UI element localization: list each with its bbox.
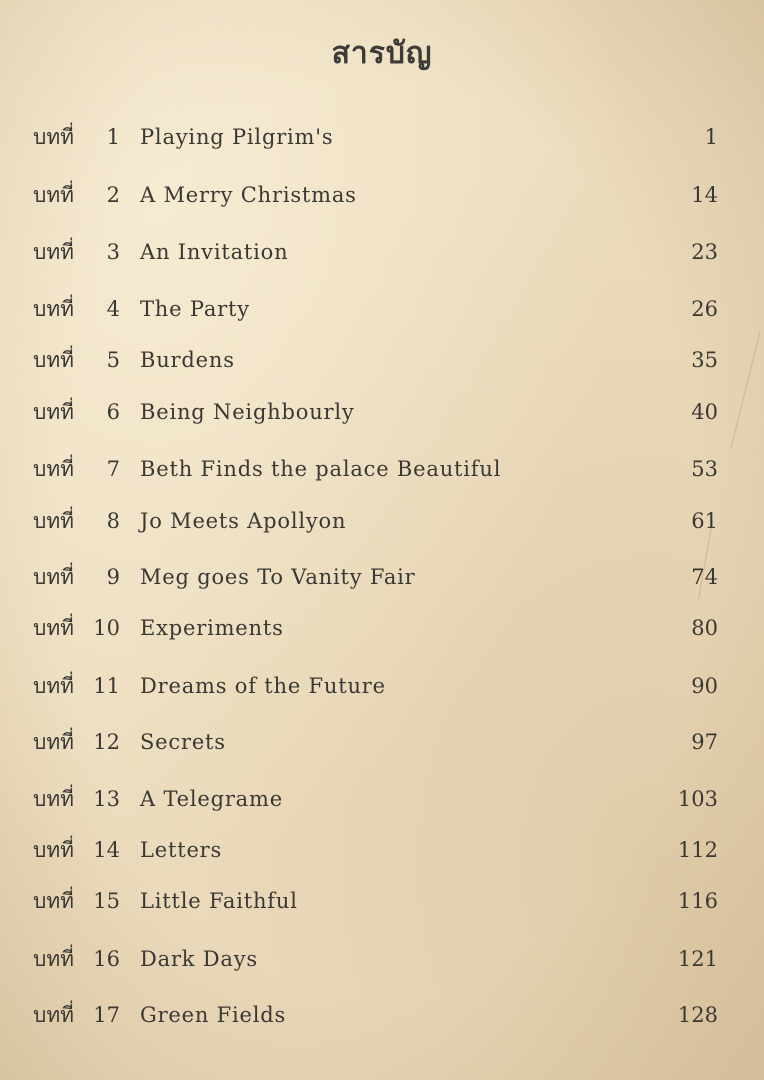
chapter-number: 10 <box>93 616 120 640</box>
toc-row[interactable] <box>0 995 764 1035</box>
toc-row[interactable] <box>0 722 764 762</box>
chapter-label: บทที่ <box>33 565 75 589</box>
chapter-number: 15 <box>93 889 120 913</box>
chapter-title: Meg goes To Vanity Fair <box>140 565 416 589</box>
chapter-label: บทที่ <box>33 457 75 481</box>
chapter-number: 8 <box>106 509 120 533</box>
chapter-label: บทที่ <box>33 730 75 754</box>
chapter-title: A Merry Christmas <box>140 183 357 207</box>
toc-row[interactable] <box>0 449 764 489</box>
chapter-label: บทที่ <box>33 787 75 811</box>
page-number: 90 <box>691 674 718 698</box>
page-number: 116 <box>677 889 718 913</box>
chapter-title: Experiments <box>140 616 284 640</box>
chapter-number: 6 <box>106 400 120 424</box>
page-number: 103 <box>677 787 718 811</box>
page-number: 121 <box>677 947 718 971</box>
chapter-title: Green Fields <box>140 1003 287 1027</box>
chapter-title: Letters <box>140 838 223 862</box>
chapter-label: บทที่ <box>33 674 75 698</box>
chapter-title: An Invitation <box>140 240 289 264</box>
toc-row[interactable] <box>0 608 764 648</box>
chapter-number: 1 <box>106 125 120 149</box>
page-title: สารบัญ <box>331 36 433 71</box>
chapter-title: Burdens <box>140 348 235 372</box>
chapter-number: 2 <box>106 183 120 207</box>
chapter-label: บทที่ <box>33 125 75 149</box>
page-number: 80 <box>691 616 718 640</box>
chapter-number: 11 <box>93 674 120 698</box>
chapter-number: 3 <box>106 240 120 264</box>
toc-row[interactable] <box>0 557 764 597</box>
chapter-label: บทที่ <box>33 240 75 264</box>
chapter-label: บทที่ <box>33 616 75 640</box>
chapter-label: บทที่ <box>33 348 75 372</box>
chapter-number: 7 <box>106 457 120 481</box>
chapter-number: 12 <box>93 730 120 754</box>
toc-row[interactable] <box>0 666 764 706</box>
chapter-number: 4 <box>106 297 120 321</box>
toc-row[interactable] <box>0 340 764 380</box>
chapter-title: Beth Finds the palace Beautiful <box>140 457 502 481</box>
chapter-title: Playing Pilgrim's <box>140 125 334 149</box>
chapter-title: Little Faithful <box>140 889 298 913</box>
toc-row[interactable] <box>0 289 764 329</box>
chapter-label: บทที่ <box>33 509 75 533</box>
page-number: 61 <box>691 509 718 533</box>
toc-row[interactable] <box>0 117 764 157</box>
chapter-title: Being Neighbourly <box>140 400 355 424</box>
chapter-number: 14 <box>93 838 120 862</box>
chapter-number: 9 <box>106 565 120 589</box>
chapter-title: A Telegrame <box>140 787 283 811</box>
toc-row[interactable] <box>0 175 764 215</box>
toc-row[interactable] <box>0 939 764 979</box>
page-number: 23 <box>691 240 718 264</box>
chapter-label: บทที่ <box>33 889 75 913</box>
page-number: 97 <box>691 730 718 754</box>
chapter-title: Dark Days <box>140 947 258 971</box>
page-number: 26 <box>691 297 718 321</box>
page-number: 40 <box>691 400 718 424</box>
toc-row[interactable] <box>0 830 764 870</box>
page-number: 35 <box>691 348 718 372</box>
page-number: 74 <box>691 565 718 589</box>
page-number: 112 <box>677 838 718 862</box>
chapter-label: บทที่ <box>33 183 75 207</box>
chapter-number: 17 <box>93 1003 120 1027</box>
chapter-title: Jo Meets Apollyon <box>140 509 347 533</box>
chapter-title: Secrets <box>140 730 226 754</box>
page-number: 128 <box>677 1003 718 1027</box>
chapter-number: 13 <box>93 787 120 811</box>
toc-row[interactable] <box>0 779 764 819</box>
page-number: 53 <box>691 457 718 481</box>
toc-row[interactable] <box>0 232 764 272</box>
chapter-label: บทที่ <box>33 1003 75 1027</box>
toc-row[interactable] <box>0 392 764 432</box>
toc-row[interactable] <box>0 881 764 921</box>
chapter-number: 5 <box>106 348 120 372</box>
chapter-label: บทที่ <box>33 838 75 862</box>
chapter-number: 16 <box>93 947 120 971</box>
chapter-title: The Party <box>140 297 250 321</box>
chapter-label: บทที่ <box>33 400 75 424</box>
chapter-title: Dreams of the Future <box>140 674 386 698</box>
toc-row[interactable] <box>0 501 764 541</box>
page-number: 14 <box>691 183 718 207</box>
page-number: 1 <box>704 125 718 149</box>
chapter-label: บทที่ <box>33 297 75 321</box>
chapter-label: บทที่ <box>33 947 75 971</box>
